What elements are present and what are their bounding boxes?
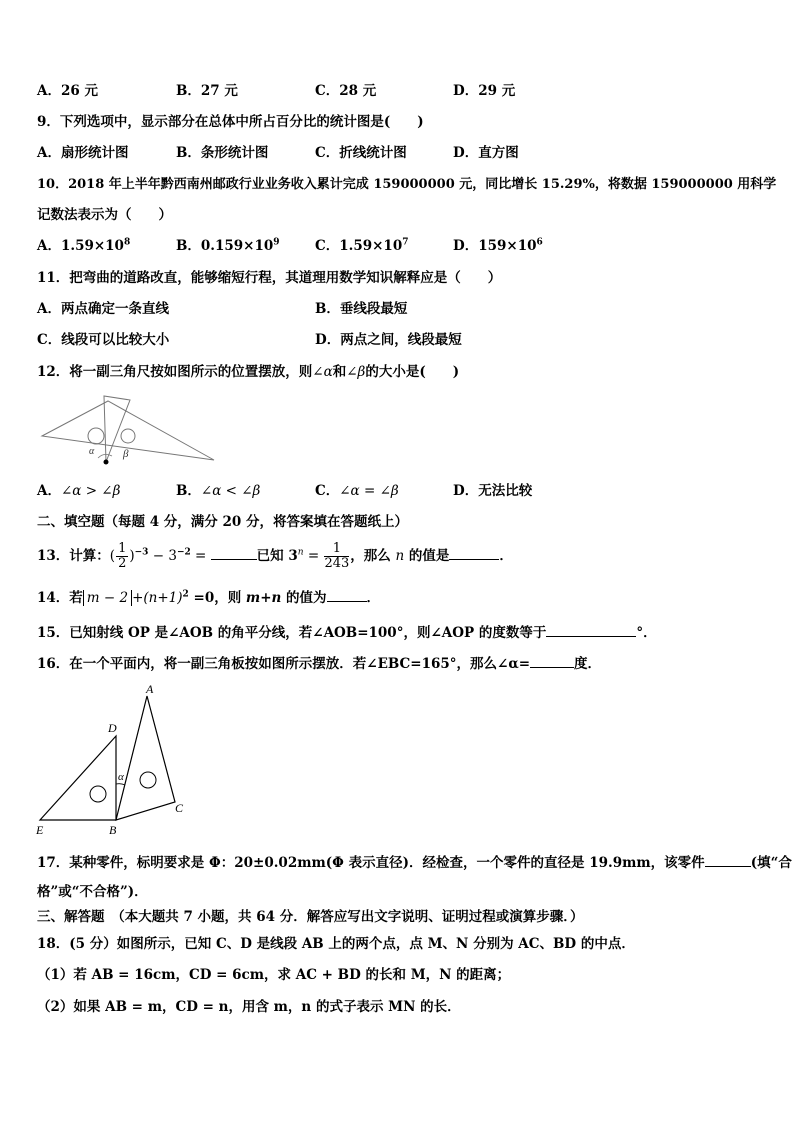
q12-circle-right <box>121 429 135 443</box>
q10-option-c: C．$1.59\times 10^7$ <box>315 237 409 254</box>
q16-circle-left <box>90 786 106 802</box>
q8-option-a: A．26 元 <box>37 83 98 99</box>
q16-label-e: E <box>36 823 44 837</box>
q16-triangle-dbe <box>40 736 116 820</box>
q10-stem-line2: 记数法表示为（ ） <box>37 207 172 223</box>
q12-label-alpha: α <box>89 446 95 457</box>
q18-part-1: （1）若 AB = 16cm，CD = 6cm，求 AC + BD 的长和 M，N 的距离； <box>37 967 511 983</box>
q10-option-d: D．$159\times 10^6$ <box>453 237 543 254</box>
q8-option-d: D．29 元 <box>453 83 516 99</box>
q16-figure <box>30 682 200 838</box>
q11-option-c: C．线段可以比较大小 <box>37 332 170 348</box>
section-2-heading: 二、填空题（每题 4 分，满分 20 分，将答案填在答题纸上） <box>37 514 408 530</box>
q16-label-alpha: α <box>118 771 124 783</box>
q16-label-a: A <box>146 682 154 696</box>
q18-stem: 18．(5 分）如图所示，已知 C、D 是线段 AB 上的两个点，点 M、N 分别为 AC、BD 的中点． <box>37 936 635 952</box>
q9-stem: 9．下列选项中，显示部分在总体中所占百分比的统计图是( ) <box>37 114 424 130</box>
q12-angle-arc <box>98 454 112 458</box>
q13-stem: 13．计算：( $\frac{1}{2}$ )$^{-3} - 3^{-2}$ = 已知 $3^n$ = $\frac{1}{243}$ ，那么 n 的值是 ． <box>37 541 513 571</box>
q11-option-a: A．两点确定一条直线 <box>37 301 169 317</box>
q18-part-2: （2）如果 AB = m，CD = n，用含 m，n 的式子表示 MN 的长． <box>37 999 461 1015</box>
q14-stem: 14．若 $m - 2 +(n+1)^2 =0$，则 m+n 的值为 ． <box>37 587 380 607</box>
q12-option-a: A．∠α > ∠β <box>37 483 121 499</box>
q12-stem: 12．将一副三角尺按如图所示的位置摆放，则∠α和∠β的大小是( ) <box>37 364 460 380</box>
q16-label-c: C <box>175 801 184 815</box>
q12-vertex-dot <box>104 460 109 465</box>
q16-label-d: D <box>108 721 117 735</box>
q16-triangle-abc <box>116 696 175 820</box>
q9-option-d: D．直方图 <box>453 145 519 161</box>
q10-option-b: B．$0.159\times 10^9$ <box>176 237 280 254</box>
q8-option-c: C．28 元 <box>315 83 377 99</box>
q16-stem: 16．在一个平面内，将一副三角板按如图所示摆放．若∠EBC=165°，那么∠α= 度． <box>37 653 601 673</box>
q17-stem-line1: 17．某种零件，标明要求是 Φ：20±0.02mm(Φ 表示直径)．经检查，一个零件的直径是 19.9mm，该零件 (填“合 <box>37 852 792 872</box>
q9-option-a: A．扇形统计图 <box>37 145 129 161</box>
q10-option-a: A．$1.59\times 10^8$ <box>37 237 131 254</box>
q11-stem: 11．把弯曲的道路改直，能够缩短行程，其道理用数学知识解释应是（ ） <box>37 270 502 286</box>
section-3-heading: 三、解答题 （本大题共 7 小题，共 64 分．解答应写出文字说明、证明过程或演算步骤．） <box>37 909 584 925</box>
q8-option-b: B．27 元 <box>176 83 238 99</box>
q9-option-c: C．折线统计图 <box>315 145 407 161</box>
q12-option-d: D．无法比较 <box>453 483 533 499</box>
q12-figure <box>38 392 218 468</box>
q10-stem-line1: 10．2018 年上半年黔西南州邮政行业业务收入累计完成 159000000 元，同比增长 15.29%，将数据 159000000 用科学 <box>37 177 777 192</box>
q12-option-b: B．∠α < ∠β <box>176 483 261 499</box>
q16-label-b: B <box>109 823 117 837</box>
q12-label-beta: β <box>123 448 129 460</box>
q11-option-b: B．垂线段最短 <box>315 301 408 317</box>
q12-circle-left <box>88 428 104 444</box>
q16-angle-arc <box>116 784 125 785</box>
q17-stem-line2: 格”或“不合格”)． <box>37 884 148 900</box>
q9-option-b: B．条形统计图 <box>176 145 269 161</box>
q16-circle-right <box>140 772 156 788</box>
q12-option-c: C．∠α = ∠β <box>315 483 399 499</box>
q15-stem: 15．已知射线 OP 是∠AOB 的角平分线，若∠AOB=100°，则∠AOP 的度数等于 °． <box>37 622 657 642</box>
q11-option-d: D．两点之间，线段最短 <box>315 332 462 348</box>
